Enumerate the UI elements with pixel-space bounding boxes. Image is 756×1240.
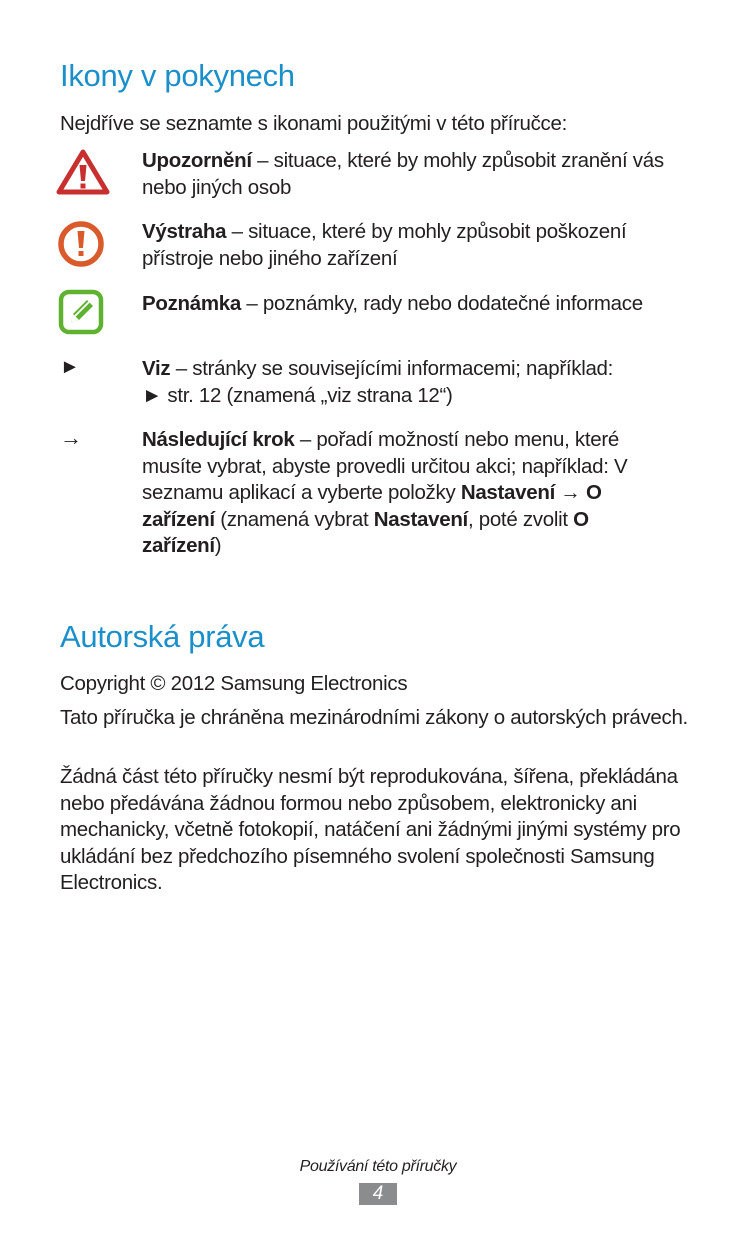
copyright-para-2: Žádná část této příručky nesmí být reprodukována, šířena, překládána nebo předávána žádnou formou nebo způsobem, elektronicky ani mechanicky, včetně fotokopií, natáčení ani žádnými jinými systémy pro ukládání bez předchozího písemného svolení společnosti Samsung Electronics. — [60, 765, 681, 894]
copyright-para-1: Tato příručka je chráněna mezinárodními zákony o autorských právech. — [60, 706, 688, 729]
intro-text: Nejdříve se seznamte s ikonami použitými v této příručce: — [60, 112, 567, 135]
see-desc: – stránky se souvisejícími informacemi; například: — [170, 357, 614, 380]
next-example-about: O zařízení — [142, 481, 602, 531]
caution-desc: – situace, které by mohly způsobit poškození přístroje nebo jiného zařízení — [142, 220, 627, 270]
copyright-line: Copyright © 2012 Samsung Electronics — [60, 672, 408, 695]
next-example-arrow: → — [554, 481, 586, 504]
warning-term: Upozornění — [142, 149, 252, 172]
note-description — [142, 291, 702, 318]
warning-triangle-icon — [56, 148, 110, 196]
caution-description — [142, 219, 702, 272]
next-desc: – pořadí možností nebo menu, které musíte vybrat, abyste provedli určitou akci; například: V seznamu aplikací a vyberte položky — [142, 428, 628, 504]
see-description — [142, 356, 702, 409]
triangle-right-icon: ► — [60, 356, 80, 378]
footer-chapter-title: Používání této příručky — [299, 1158, 457, 1175]
note-term: Poznámka — [142, 292, 241, 315]
next-example-settings: Nastavení — [460, 481, 555, 504]
next-example-text2: , poté zvolit — [467, 507, 574, 531]
next-term: Následující krok — [142, 428, 295, 451]
see-example: ► str. 12 (znamená „viz strana 12“) — [142, 383, 453, 407]
next-example-text3: ) — [214, 534, 222, 557]
warning-desc: – situace, které by mohly způsobit zranění vás nebo jiných osob — [142, 149, 664, 199]
section-title-icons: Ikony v pokynech — [60, 58, 295, 93]
see-term: Viz — [142, 357, 171, 380]
section-title-copyright: Autorská práva — [60, 619, 265, 654]
note-icon — [58, 289, 104, 335]
next-example-about-2: O zařízení — [142, 507, 589, 557]
caution-term: Výstraha — [142, 220, 227, 243]
next-step-description — [142, 427, 672, 560]
note-desc: – poznámky, rady nebo dodatečné informace — [241, 292, 643, 315]
next-example-text1: (znamená vybrat — [214, 507, 374, 531]
caution-circle-icon — [57, 220, 105, 268]
page-number: 4 — [359, 1183, 397, 1205]
arrow-right-icon: → — [60, 425, 82, 450]
next-example-settings-2: Nastavení — [373, 507, 468, 531]
warning-description — [142, 148, 702, 201]
